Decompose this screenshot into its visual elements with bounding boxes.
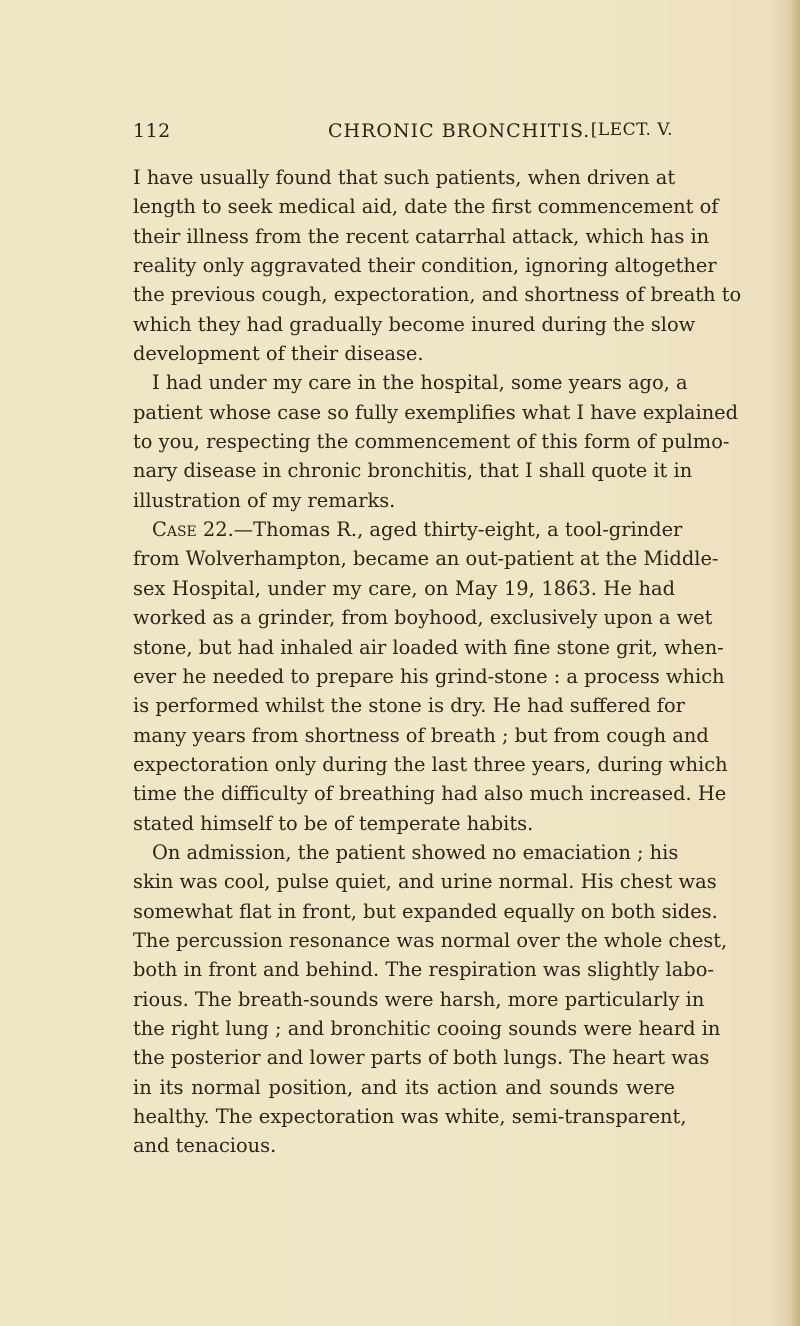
text-line: stated himself to be of temperate habits.: [133, 811, 534, 835]
text-line: sex Hospital, under my care, on May 19, 1863. He had: [133, 576, 675, 600]
text-line: ever he needed to prepare his grind-stone : a process which: [133, 664, 725, 688]
running-title: CHRONIC BRONCHITIS.: [328, 120, 591, 142]
text-line: in its normal position, and its action and sounds were: [133, 1075, 675, 1099]
text-line: length to seek medical aid, date the first commencement of: [133, 195, 719, 219]
text-line: rious. The breath-sounds were harsh, more particularly in: [133, 987, 705, 1011]
text-line: nary disease in chronic bronchitis, that I shall quote it in: [133, 459, 693, 483]
text-line: healthy. The expectoration was white, semi-transparent,: [133, 1105, 687, 1128]
text-line: from Wolverhampton, became an out-patient at the Middle-: [133, 547, 719, 571]
text-line: the posterior and lower parts of both lungs. The heart was: [133, 1046, 710, 1070]
text-line: is performed whilst the stone is dry. He had suffered for: [133, 694, 685, 718]
text-line: both in front and behind. The respiration was slightly labo-: [133, 958, 714, 982]
text-line: illustration of my remarks.: [133, 488, 396, 512]
text-line: stone, but had inhaled air loaded with fine stone grit, when-: [133, 635, 724, 659]
text-line: time the difficulty of breathing had also much increased. He: [133, 782, 727, 806]
text-line: which they had gradually become inured during the slow: [133, 312, 696, 336]
text-line: reality only aggravated their condition, ignoring altogether: [133, 254, 717, 278]
text-line: many years from shortness of breath ; but from cough and: [133, 723, 709, 747]
running-head: [133, 120, 673, 146]
text-line: to you, respecting the commencement of this form of pulmo-: [133, 430, 730, 454]
text-line: their illness from the recent catarrhal attack, which has in: [133, 224, 710, 248]
text-line: I had under my care in the hospital, some years ago, a: [152, 371, 688, 395]
text-line: the right lung ; and bronchitic cooing sounds were heard in: [133, 1016, 721, 1040]
text-line: Case 22.—Thomas R., aged thirty-eight, a tool-grinder: [152, 518, 683, 542]
text-line: and tenacious.: [133, 1134, 277, 1158]
text-line: skin was cool, pulse quiet, and urine normal. His chest was: [133, 870, 717, 894]
text-line: expectoration only during the last three years, during which: [133, 752, 728, 776]
text-line: the previous cough, expectoration, and shortness of breath to: [133, 283, 742, 307]
text-line: development of their disease.: [133, 342, 424, 366]
text-line: On admission, the patient showed no emaciation ; his: [152, 840, 679, 864]
page-gutter-shadow: [790, 0, 800, 1326]
page-number: 112: [133, 120, 171, 142]
text-line: patient whose case so fully exemplifies what I have explained: [133, 400, 739, 424]
text-line: I have usually found that such patients, when driven at: [133, 166, 676, 189]
lecture-label: [LECT. V.: [590, 120, 673, 140]
text-line: worked as a grinder, from boyhood, exclusively upon a wet: [133, 606, 713, 630]
text-line: somewhat flat in front, but expanded equally on both sides.: [133, 899, 718, 923]
body-text: [133, 163, 742, 1161]
case-label: Case: [152, 518, 197, 542]
text-line: The percussion resonance was normal over the whole chest,: [133, 928, 728, 952]
